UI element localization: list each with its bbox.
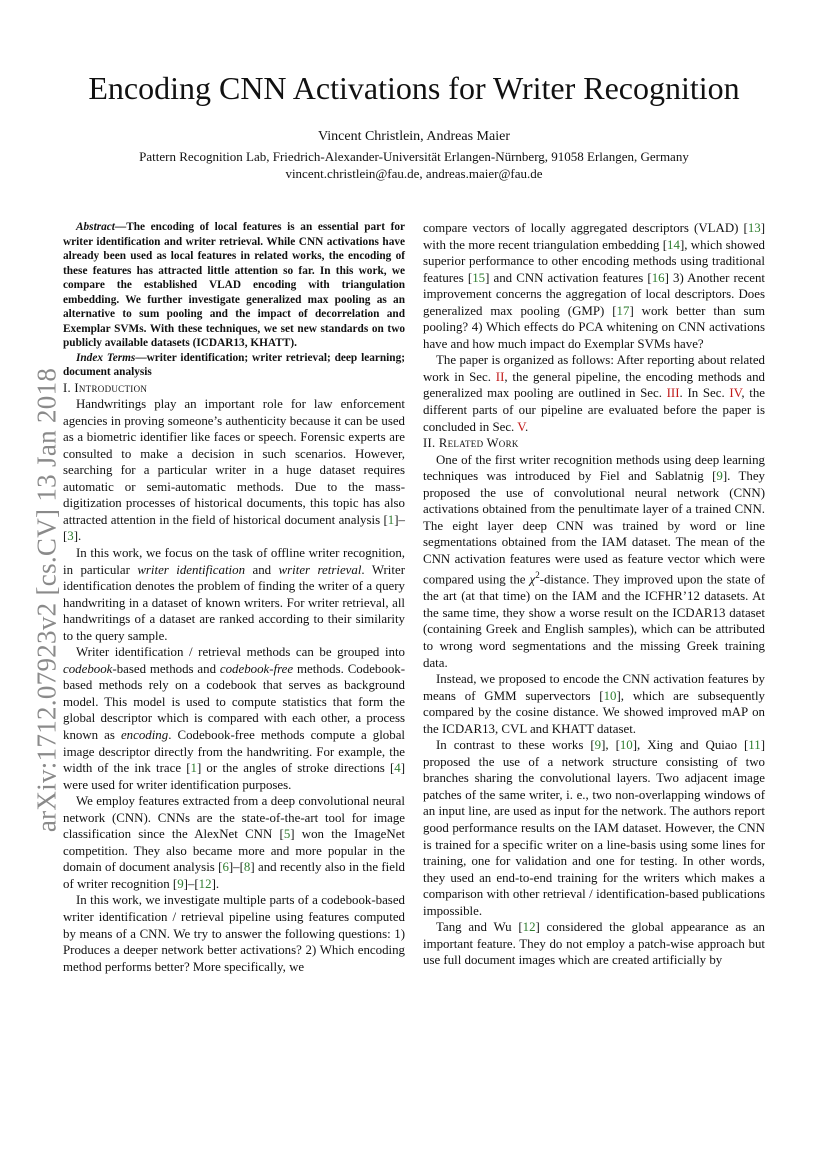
citation-link[interactable]: 6	[222, 860, 229, 875]
paragraph: Instead, we proposed to encode the CNN activation features by means of GMM supervectors [10], which are subsequently compared by the cosine distance. We showed improved mAP on the ICDAR13, CVL and KHATT dataset.	[423, 672, 766, 736]
paragraph: In this work, we investigate multiple parts of a codebook-based writer identification / retrieval pipeline using features computed by means of a CNN. We try to answer the following questions: 1) Produces a deeper network better activations? 2) Which encoding method performs better? More specifically, we	[63, 893, 405, 974]
citation-link[interactable]: 9	[716, 469, 723, 484]
section-heading-text: II. Related Work	[423, 436, 519, 451]
paragraph: compare vectors of locally aggregated descriptors (VLAD) [13] with the more recent triangulation embedding [14], which showed superior performance to other encoding methods using traditional features [15] and CNN activation features [16] 3) Another recent improvement concerns the aggregation of local descriptors. Does generalized max pooling (GMP) [17] work better than sum pooling? 4) Which effects do PCA whitening on CNN activations have and how much impact do Exemplar SVMs have?	[423, 221, 765, 351]
index-terms-text: —writer identification; writer retrieval; deep learning; document analysis	[63, 351, 405, 378]
paragraph: Tang and Wu [12] considered the global appearance as an important feature. They do not employ a patch-wise approach but use full document images which are created artificially by	[423, 920, 765, 968]
index-terms	[63, 351, 405, 380]
abstract	[63, 220, 405, 351]
paragraph: In this work, we focus on the task of offline writer recognition, in particular writer identification and writer retrieval. Writer identification denotes the problem of finding the writer of a query handwriting in a dataset of known writers. For writer retrieval, all handwritings of a dataset are ranked according to their similarity to the query sample.	[63, 545, 405, 643]
citation-link[interactable]: 1	[190, 761, 197, 776]
paragraph: We employ features extracted from a deep convolutional neural network (CNN). CNNs are the state-of-the-art tool for image classification since the AlexNet CNN [5] won the ImageNet competition. They also became more and more popular in the domain of document analysis [6]–[8] and recently also in the field of writer recognition [9]–[12].	[63, 794, 406, 891]
paragraph: The paper is organized as follows: After reporting about related work in Sec. II, the general pipeline, the encoding methods and generalized max pooling are outlined in Sec. III. In Sec. IV, the different parts of our pipeline are evaluated before the paper is concluded in Sec. V.	[423, 353, 766, 434]
abstract-label: Abstract	[76, 221, 115, 233]
citation-link[interactable]: 12	[522, 920, 536, 935]
section-link[interactable]: V	[517, 419, 525, 434]
citation-link[interactable]: 9	[594, 738, 602, 753]
right-column	[423, 220, 765, 969]
citation-link[interactable]: 5	[283, 827, 291, 842]
citation-link[interactable]: 14	[667, 237, 680, 252]
citation-link[interactable]: 12	[198, 876, 212, 891]
author-emails: vincent.christlein@fau.de, andreas.maier@fau.de	[285, 166, 543, 181]
citation-link[interactable]: 8	[243, 860, 251, 875]
section-heading-related-work	[423, 435, 765, 452]
section-link[interactable]: IV	[729, 386, 742, 401]
paragraph: One of the first writer recognition methods using deep learning techniques was introduced by Fiel and Sablatnig [9]. They proposed the use of convolutional neural network (CNN) activations obtained from the penultimate layer of a trained CNN. The eight layer deep CNN was trained by word or line segmentations obtained from the IAM dataset. The mean of the CNN activation features were used as feature vector which were compared using the $\chi^2$-distance. They improved upon the state of the art (at that time) on the IAM and the ICFHR’12 datasets. At the same time, they show a worse result on the ICDAR13 dataset (containing Greek and English samples), which can be attributed to wrong word segmentations and the missing Greek training data.	[423, 452, 765, 670]
citation-link[interactable]: 10	[619, 738, 633, 753]
authors: Vincent Christlein, Andreas Maier	[317, 129, 510, 144]
paragraph: Writer identification / retrieval methods can be grouped into codebook-based methods and codebook-free methods. Codebook-based methods rely on a codebook that serves as background model. This model is used to compute statistics that form the global descriptor which is compared with each other, a process known as encoding. Codebook-free methods compute a global image descriptor directly from the handwriting. For example, the width of the ink trace [1] or the angles of stroke directions [4] were used for writer identification purposes.	[63, 645, 405, 792]
citation-link[interactable]: 17	[616, 303, 630, 318]
citation-link[interactable]: 10	[603, 688, 617, 703]
citation-link[interactable]: 9	[177, 876, 184, 891]
abstract-text: —The encoding of local features is an essential part for writer identification and writer retrieval. While CNN activations have already been used as local features in related works, the encoding of these features has attracted little attention so far. In this work, we compare the established VLAD encoding with triangulation embedding. We further investigate generalized max pooling as an alternative to sum pooling and the impact of decorrelation and Exemplar SVMs. With these techniques, we set new standards on two publicly available datasets (ICDAR13, KHATT).	[63, 221, 405, 349]
index-terms-label: Index Terms	[76, 351, 136, 364]
paper-title: Encoding CNN Activations for Writer Recognition	[88, 70, 740, 106]
paragraph: In contrast to these works [9], [10], Xing and Quiao [11] proposed the use of a network structure consisting of two branches sharing the convolutional layers. Two adjacent image patches of the same writer, i. e., two non-overlapping windows of an input line, are used as input for the network. The authors report good performance results on the IAM dataset. However, the CNN is trained for a specific writer on a line-basis using some lines for training, one for validation and one for testing. In other words, they used an end-to-end training for the writers which makes a comparison with other retrieval / identification-based publications impossible.	[423, 738, 765, 918]
paragraph: Handwritings play an important role for law enforcement agencies in proving someone’s authenticity because it can be used as a biometric identifier like faces or speech. Forensic experts are consulted to make a decision in such scenarios. However, searching for a particular writer in a huge dataset requires automatic or semi-automatic methods. Due to the mass-digitization processes of historical documents, this topic has also attracted attention in the field of historical document analysis [1]–[3].	[63, 397, 405, 544]
section-heading-text: I. Introduction	[63, 380, 148, 395]
affiliation: Pattern Recognition Lab, Friedrich-Alexander-Universität Erlangen-Nürnberg, 91058 Erlangen, Germany	[139, 149, 689, 164]
section-link[interactable]: III	[666, 386, 680, 401]
citation-link[interactable]: 15	[472, 270, 486, 285]
left-column	[63, 220, 405, 975]
citation-link[interactable]: 1	[387, 512, 395, 527]
citation-link[interactable]: 4	[394, 761, 401, 776]
arxiv-stamp: arXiv:1712.07923v2 [cs.CV] 13 Jan 2018	[31, 367, 62, 833]
citation-link[interactable]: 13	[747, 221, 761, 235]
citation-link[interactable]: 11	[748, 738, 761, 753]
section-heading-introduction	[63, 380, 405, 397]
citation-link[interactable]: 3	[67, 529, 74, 544]
citation-link[interactable]: 16	[651, 270, 665, 285]
section-link[interactable]: II	[495, 369, 505, 384]
